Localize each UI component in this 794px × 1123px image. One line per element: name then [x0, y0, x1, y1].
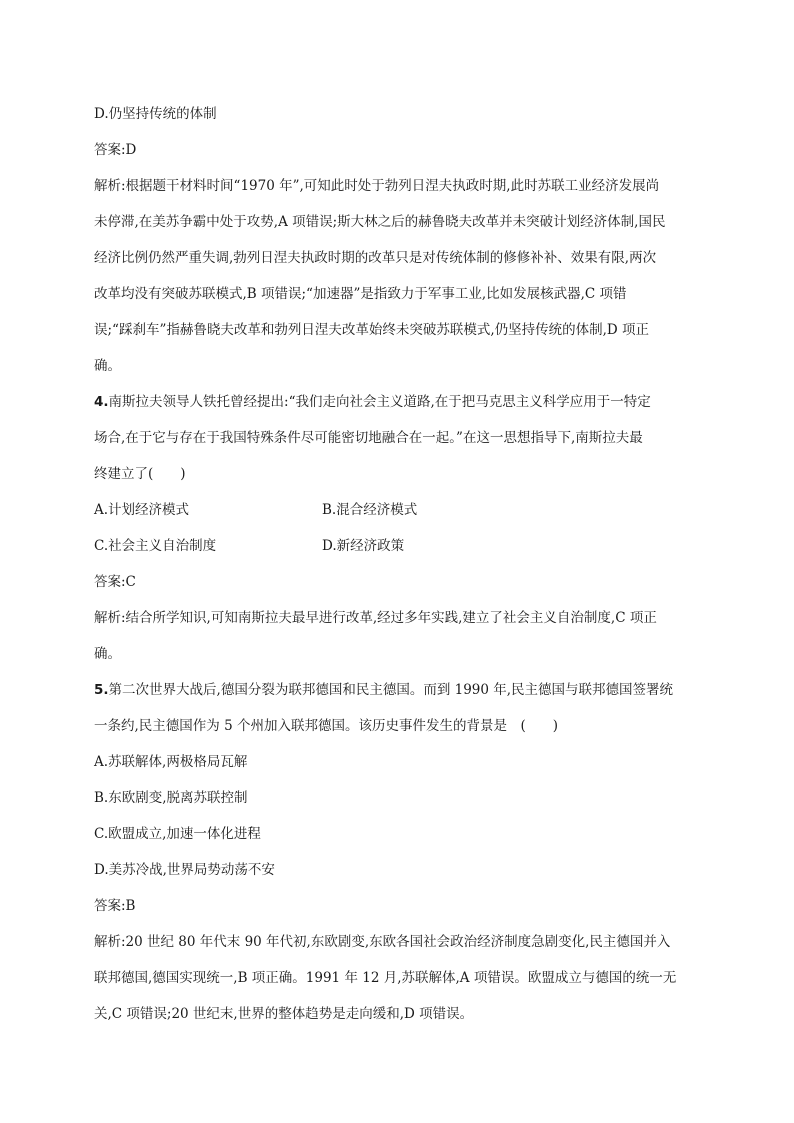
- q5-stem-line: 一条约,民主德国作为 5 个州加入联邦德国。该历史事件发生的背景是 ( ): [94, 718, 558, 734]
- q4-stem-text: 南斯拉夫领导人铁托曾经提出:“我们走向社会主义道路,在于把马克思主义科学应用于一特定: [108, 394, 651, 410]
- q5-stem-text: 第二次世界大战后,德国分裂为联邦德国和民主德国。而到 1990 年,民主德国与联邦德国签署统: [108, 682, 674, 698]
- q5-answer: 答案:B: [94, 898, 136, 914]
- q4-options-row-1: [94, 492, 700, 528]
- q5-analysis-line: 解析:20 世纪 80 年代末 90 年代初,东欧剧变,东欧各国社会政治经济制度急剧变化,民主德国并入: [94, 934, 671, 950]
- q3-answer: 答案:D: [94, 142, 137, 158]
- q3-option-d: D.仍坚持传统的体制: [94, 106, 217, 122]
- q4-analysis-line: 解析:结合所学知识,可知南斯拉夫最早进行改革,经过多年实践,建立了社会主义自治制度,C 项正: [94, 610, 657, 626]
- document-page: [94, 96, 700, 1032]
- q4-option-d: D.新经济政策: [322, 538, 405, 554]
- q4-analysis-line: 确。: [94, 646, 121, 662]
- q4-option-a: A.计划经济模式: [94, 502, 190, 518]
- q4-number: 4.: [94, 394, 109, 410]
- q4-stem-line: 终建立了( ): [94, 466, 186, 482]
- q5-option-c: C.欧盟成立,加速一体化进程: [94, 826, 261, 842]
- q4-answer: 答案:C: [94, 574, 136, 590]
- q3-analysis-line: 确。: [94, 358, 121, 374]
- q5-number: 5.: [94, 682, 109, 698]
- q4-option-b: B.混合经济模式: [322, 502, 418, 518]
- q3-analysis-line: 改革均没有突破苏联模式,B 项错误;“加速器”是指致力于军事工业,比如发展核武器,C 项错: [94, 286, 627, 302]
- q5-option-b: B.东欧剧变,脱离苏联控制: [94, 790, 248, 806]
- q4-stem-line: 场合,在于它与存在于我国特殊条件尽可能密切地融合在一起。”在这一思想指导下,南斯拉夫最: [94, 430, 643, 446]
- q3-analysis-line: 误;“踩刹车”指赫鲁晓夫改革和勃列日涅夫改革始终未突破苏联模式,仍坚持传统的体制,D 项正: [94, 322, 650, 338]
- q5-analysis-line: 关,C 项错误;20 世纪末,世界的整体趋势是走向缓和,D 项错误。: [94, 1006, 474, 1022]
- q4-options-row-2: [94, 528, 700, 564]
- q3-analysis-line: 经济比例仍然严重失调,勃列日涅夫执政时期的改革只是对传统体制的修修补补、效果有限,两次: [94, 250, 657, 266]
- q3-analysis-line: 解析:根据题干材料时间“1970 年”,可知此时处于勃列日涅夫执政时期,此时苏联工业经济发展尚: [94, 178, 660, 194]
- q5-stem-line: [94, 672, 700, 708]
- q5-option-d: D.美苏冷战,世界局势动荡不安: [94, 862, 275, 878]
- q4-stem-line: [94, 384, 700, 420]
- q4-option-c: C.社会主义自治制度: [94, 538, 217, 554]
- q3-analysis-line: 未停滞,在美苏争霸中处于攻势,A 项错误;斯大林之后的赫鲁晓夫改革并未突破计划经济体制,国民: [94, 214, 666, 230]
- q5-option-a: A.苏联解体,两极格局瓦解: [94, 754, 248, 770]
- q5-analysis-line: 联邦德国,德国实现统一,B 项正确。1991 年 12 月,苏联解体,A 项错误。欧盟成立与德国的统一无: [94, 970, 677, 986]
